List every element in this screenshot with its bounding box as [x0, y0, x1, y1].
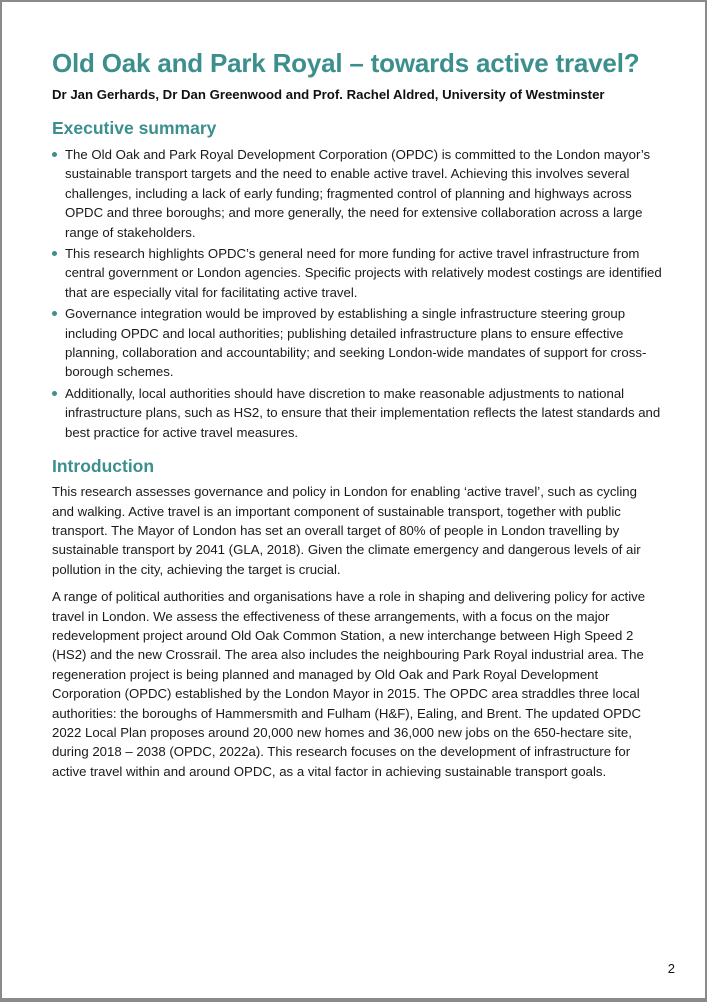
summary-bullet: [52, 384, 665, 442]
summary-bullet-text: Governance integration would be improved by establishing a single infrastructure steering group including OPDC and local authorities; publishing detailed infrastructure plans to ensure effective planning, collaboration and accountability; and seeking London-wide mandates of support for cross-borough schemes.: [65, 306, 647, 380]
introduction-heading: Introduction: [52, 456, 155, 477]
bullet-dot-icon: [52, 251, 57, 256]
page-number: 2: [667, 961, 675, 976]
summary-bullet: [52, 304, 665, 382]
bullet-dot-icon: [52, 152, 57, 157]
executive-summary-list: [52, 145, 665, 442]
introduction-paragraph: A range of political authorities and organisations have a role in shaping and delivering policy for active travel in London. We assess the effectiveness of these arrangements, with a focus on the major redevelopment project around Old Oak Common Station, a new interchange between High Speed 2 (HS2) and the new Crossrail. The area also includes the neighbouring Park Royal industrial area. The regeneration project is being planned and managed by Old Oak and Park Royal Development Corporation (OPDC) established by the London Mayor in 2015. The OPDC area straddles three local authorities: the boroughs of Hammersmith and Fulham (H&F), Ealing, and Brent. The updated OPDC 2022 Local Plan proposes around 20,000 new homes and 36,000 new jobs on the 650-hectare site, during 2018 – 2038 (OPDC, 2022a). This research focuses on the development of infrastructure for active travel within and around OPDC, as a vital factor in achieving sustainable transport goals.: [52, 589, 646, 779]
executive-summary-heading: Executive summary: [52, 118, 217, 138]
introduction-paragraph: This research assesses governance and policy in London for enabling ‘active travel’, such as cycling and walking. Active travel is an important component of sustainable transport, together with public transport. The Mayor of London has set an overall target of 80% of people in London travelling by sustainable transport by 2041 (GLA, 2018). Given the climate emergency and dangerous levels of air pollution in the city, achieving the target is crucial.: [52, 484, 641, 577]
page-title: Old Oak and Park Royal – towards active travel?: [52, 48, 640, 78]
document-page: [2, 2, 705, 998]
summary-bullet-text: The Old Oak and Park Royal Development Corporation (OPDC) is committed to the London mayor’s sustainable transport targets and the need to enable active travel. Achieving this involves several challenges, including a lack of early funding; fragmented control of planning and highways across OPDC and three boroughs; and more generally, the need for extensive collaboration across a large range of stakeholders.: [65, 147, 651, 240]
summary-bullet-text: This research highlights OPDC’s general need for more funding for active travel infrastructure from central government or London agencies. Specific projects with relatively modest costings are identified that are especially vital for facilitating active travel.: [65, 246, 662, 300]
bullet-dot-icon: [52, 391, 57, 396]
summary-bullet-text: Additionally, local authorities should have discretion to make reasonable adjustments to national infrastructure plans, such as HS2, to ensure that their implementation reflects the latest standards and best practice for active travel measures.: [65, 385, 661, 440]
summary-bullet: [52, 145, 665, 242]
bullet-dot-icon: [52, 311, 57, 316]
summary-bullet: [52, 244, 665, 302]
authors-line: Dr Jan Gerhards, Dr Dan Greenwood and Prof. Rachel Aldred, University of Westminster: [52, 87, 605, 102]
